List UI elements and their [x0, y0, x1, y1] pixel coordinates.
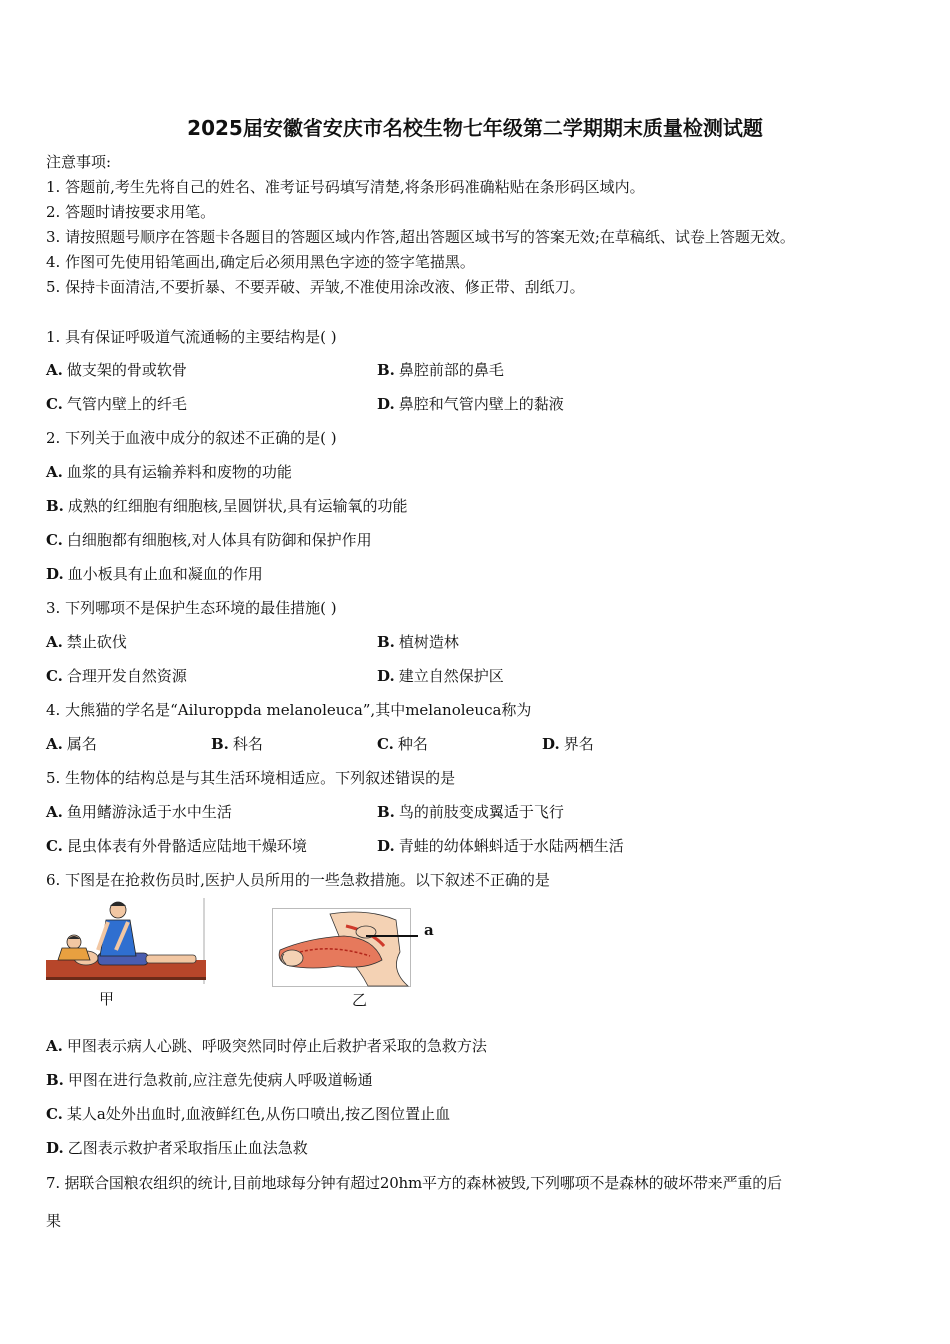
figure-label-yi: 乙 [352, 991, 368, 1009]
option-text: 甲图在进行急救前,应注意先使病人呼吸道畅通 [67, 1071, 373, 1089]
option-key: A. [46, 463, 63, 481]
question-stem-1: 1. 具有保证呼吸道气流通畅的主要结构是( ) [46, 328, 337, 346]
option-key: B. [377, 633, 395, 651]
option-text: 鱼用鳍游泳适于水中生活 [66, 803, 232, 821]
q6-option-d [46, 1137, 308, 1158]
option-text: 血浆的具有运输养料和废物的功能 [66, 463, 292, 481]
option-key: A. [46, 803, 63, 821]
option-key: D. [377, 395, 395, 413]
q5-option-d [377, 835, 624, 856]
q6-option-a [46, 1035, 487, 1056]
cpr-drawing [46, 898, 206, 986]
note-item: 4. 作图可先使用铅笔画出,确定后必须用黑色字迹的签字笔描黑。 [46, 253, 475, 271]
option-key: C. [46, 837, 63, 855]
exam-title: 2025届安徽省安庆市名校生物七年级第二学期期末质量检测试题 [187, 116, 763, 140]
option-key: D. [377, 667, 395, 685]
figure-label-a: a [424, 921, 434, 939]
option-key: A. [46, 1037, 63, 1055]
q3-option-a [46, 631, 127, 652]
q4-option-a [46, 733, 97, 754]
option-key: D. [46, 1139, 64, 1157]
q1-option-a [46, 359, 187, 380]
option-text: 鼻腔和气管内壁上的黏液 [398, 395, 564, 413]
option-key: A. [46, 361, 63, 379]
question-stem-6: 6. 下图是在抢救伤员时,医护人员所用的一些急救措施。以下叙述不正确的是 [46, 871, 550, 889]
question-stem-3: 3. 下列哪项不是保护生态环境的最佳措施( ) [46, 599, 337, 617]
option-text: 青蛙的幼体蝌蚪适于水陆两栖生活 [398, 837, 624, 855]
option-text: 界名 [563, 735, 594, 753]
q2-option-c [46, 529, 372, 550]
figure-label-jia: 甲 [99, 990, 115, 1008]
option-text: 甲图表示病人心跳、呼吸突然同时停止后救护者采取的急救方法 [66, 1037, 487, 1055]
figure-hemostasis-illustration [272, 908, 412, 988]
question-stem-7: 7. 据联合国粮农组织的统计,目前地球每分钟有超过20hm平方的森林被毁,下列哪项不是森林的破坏带来严重的后 [46, 1174, 782, 1192]
option-text: 合理开发自然资源 [66, 667, 187, 685]
q4-option-b [211, 733, 263, 754]
option-text: 植树造林 [398, 633, 459, 651]
q4-option-c [377, 733, 428, 754]
option-text: 白细胞都有细胞核,对人体具有防御和保护作用 [66, 531, 372, 549]
option-key: D. [542, 735, 560, 753]
q3-option-d [377, 665, 504, 686]
option-text: 建立自然保护区 [398, 667, 504, 685]
note-item: 5. 保持卡面清洁,不要折暴、不要弄破、弄皱,不准使用涂改液、修正带、刮纸刀。 [46, 278, 585, 296]
q1-option-b [377, 359, 504, 380]
option-key: B. [377, 803, 395, 821]
question-stem-4: 4. 大熊猫的学名是“Ailuroppda melanoleuca”,其中melanoleuca称为 [46, 701, 532, 719]
figure-cpr-illustration [46, 898, 206, 986]
option-key: C. [46, 395, 63, 413]
q3-option-c [46, 665, 187, 686]
q2-option-a [46, 461, 292, 482]
option-key: D. [377, 837, 395, 855]
q6-option-c [46, 1103, 450, 1124]
question-stem-7-continued: 果 [46, 1212, 62, 1230]
option-text: 血小板具有止血和凝血的作用 [67, 565, 263, 583]
option-text: 气管内壁上的纤毛 [66, 395, 187, 413]
option-text: 鼻腔前部的鼻毛 [398, 361, 504, 379]
option-text: 做支架的骨或软骨 [66, 361, 187, 379]
question-stem-5: 5. 生物体的结构总是与其生活环境相适应。下列叙述错误的是 [46, 769, 456, 787]
option-text: 某人a处外出血时,血液鲜红色,从伤口喷出,按乙图位置止血 [66, 1105, 451, 1123]
option-key: B. [46, 1071, 64, 1089]
note-item: 2. 答题时请按要求用笔。 [46, 203, 216, 221]
question-stem-2: 2. 下列关于血液中成分的叙述不正确的是( ) [46, 429, 337, 447]
option-text: 属名 [66, 735, 97, 753]
option-text: 禁止砍伐 [66, 633, 127, 651]
option-key: C. [377, 735, 394, 753]
option-text: 昆虫体表有外骨骼适应陆地干燥环境 [66, 837, 307, 855]
option-key: B. [377, 361, 395, 379]
q2-option-b [46, 495, 407, 516]
option-key: D. [46, 565, 64, 583]
note-item: 1. 答题前,考生先将自己的姓名、准考证号码填写清楚,将条形码准确粘贴在条形码区域内。 [46, 178, 645, 196]
option-key: C. [46, 1105, 63, 1123]
option-key: C. [46, 531, 63, 549]
q1-option-c [46, 393, 187, 414]
q5-option-b [377, 801, 564, 822]
option-key: B. [211, 735, 229, 753]
q2-option-d [46, 563, 263, 584]
option-text: 种名 [397, 735, 428, 753]
option-key: C. [46, 667, 63, 685]
pointer-line [366, 935, 418, 937]
option-text: 鸟的前肢变成翼适于飞行 [398, 803, 564, 821]
q3-option-b [377, 631, 459, 652]
option-text: 乙图表示救护者采取指压止血法急救 [67, 1139, 308, 1157]
note-item: 3. 请按照题号顺序在答题卡各题目的答题区域内作答,超出答题区域书写的答案无效;在草稿纸、试卷上答题无效。 [46, 228, 795, 246]
option-key: B. [46, 497, 64, 515]
option-key: A. [46, 633, 63, 651]
q5-option-c [46, 835, 307, 856]
q1-option-d [377, 393, 564, 414]
option-key: A. [46, 735, 63, 753]
option-text: 科名 [232, 735, 263, 753]
option-text: 成熟的红细胞有细胞核,呈圆饼状,具有运输氧的功能 [67, 497, 408, 515]
hemostasis-drawing [272, 908, 412, 988]
q6-option-b [46, 1069, 373, 1090]
q5-option-a [46, 801, 232, 822]
notes-heading: 注意事项: [46, 153, 112, 171]
q4-option-d [542, 733, 594, 754]
